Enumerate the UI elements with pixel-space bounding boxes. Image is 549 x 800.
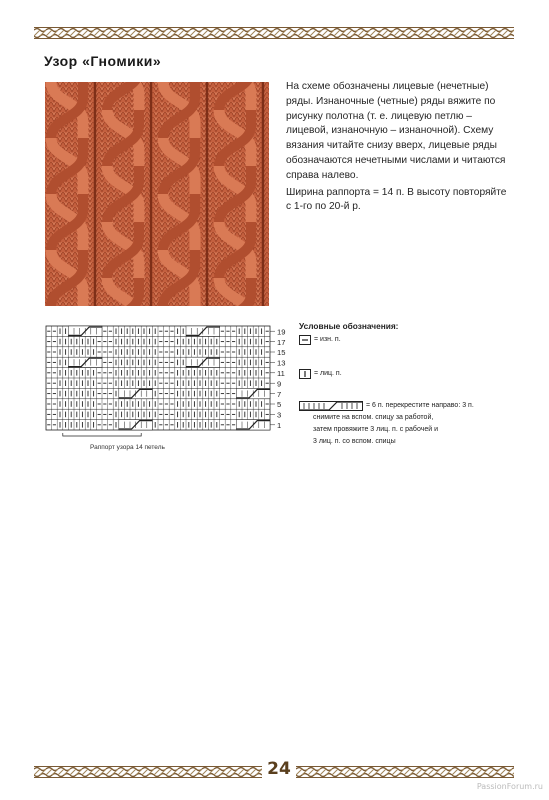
row-number-label: 5: [277, 400, 282, 410]
knit-stitch-icon: [299, 369, 311, 379]
purl-label: = изн. п.: [314, 336, 341, 343]
cross-desc-3: затем провяжите 3 лиц. п. с рабочей и: [313, 426, 438, 433]
row-number-label: 11: [277, 369, 285, 378]
pattern-title: Узор «Гномики»: [44, 53, 162, 69]
page-number: 24: [267, 759, 291, 779]
cable-cross-icon: [299, 401, 363, 411]
rapport-bracket: [63, 433, 141, 436]
row-number-label: 1: [277, 421, 282, 430]
row-number-label: 17: [277, 337, 286, 347]
rapport-info: Ширина раппорта = 14 п. В высоту повторяйте с 1-го по 20-й р.: [286, 186, 507, 213]
knit-label: = лиц. п.: [314, 370, 342, 377]
rapport-caption: Раппорт узора 14 петель: [90, 444, 165, 451]
knitted-swatch-photo: [45, 82, 269, 306]
cross-desc-4: 3 лиц. п. со вспом. спицы: [313, 438, 396, 445]
cross-desc-1: = 6 п. перекрестите направо: 3 п.: [366, 402, 474, 409]
site-watermark: PassionForum.ru: [476, 782, 543, 791]
row-number-label: 9: [277, 379, 282, 389]
legend-cable-cross: [299, 401, 474, 448]
knitting-chart: [44, 322, 294, 449]
bottom-ornamental-border-right: [296, 766, 514, 778]
chart-legend: [299, 321, 514, 445]
row-number-label: 13: [277, 358, 286, 368]
row-number-label: 3: [277, 410, 282, 420]
legend-purl: [299, 335, 341, 345]
row-number-label: 15: [277, 348, 286, 358]
legend-title: Условные обозначения:: [299, 321, 399, 331]
purl-stitch-icon: [299, 335, 311, 345]
row-number-label: 19: [277, 327, 286, 337]
bottom-ornamental-border-left: [34, 766, 262, 778]
pattern-description: [286, 80, 514, 217]
top-ornamental-border: [34, 27, 514, 39]
legend-knit: [299, 369, 342, 379]
description-paragraph: На схеме обозначены лицевые (нечетные) ряды. Изнаночные (четные) ряды вяжите по рисунку полотна (т. е. лицевую петлю – лицевой, изнаночную – изнаночной). Схему вязания читайте снизу вверх, лицевые ряды обозначаются нечетными числами и читаются справа налево.: [286, 81, 506, 181]
row-number-label: 7: [277, 389, 282, 399]
cross-desc-2: снимите на вспом. спицу за работой,: [313, 414, 434, 421]
